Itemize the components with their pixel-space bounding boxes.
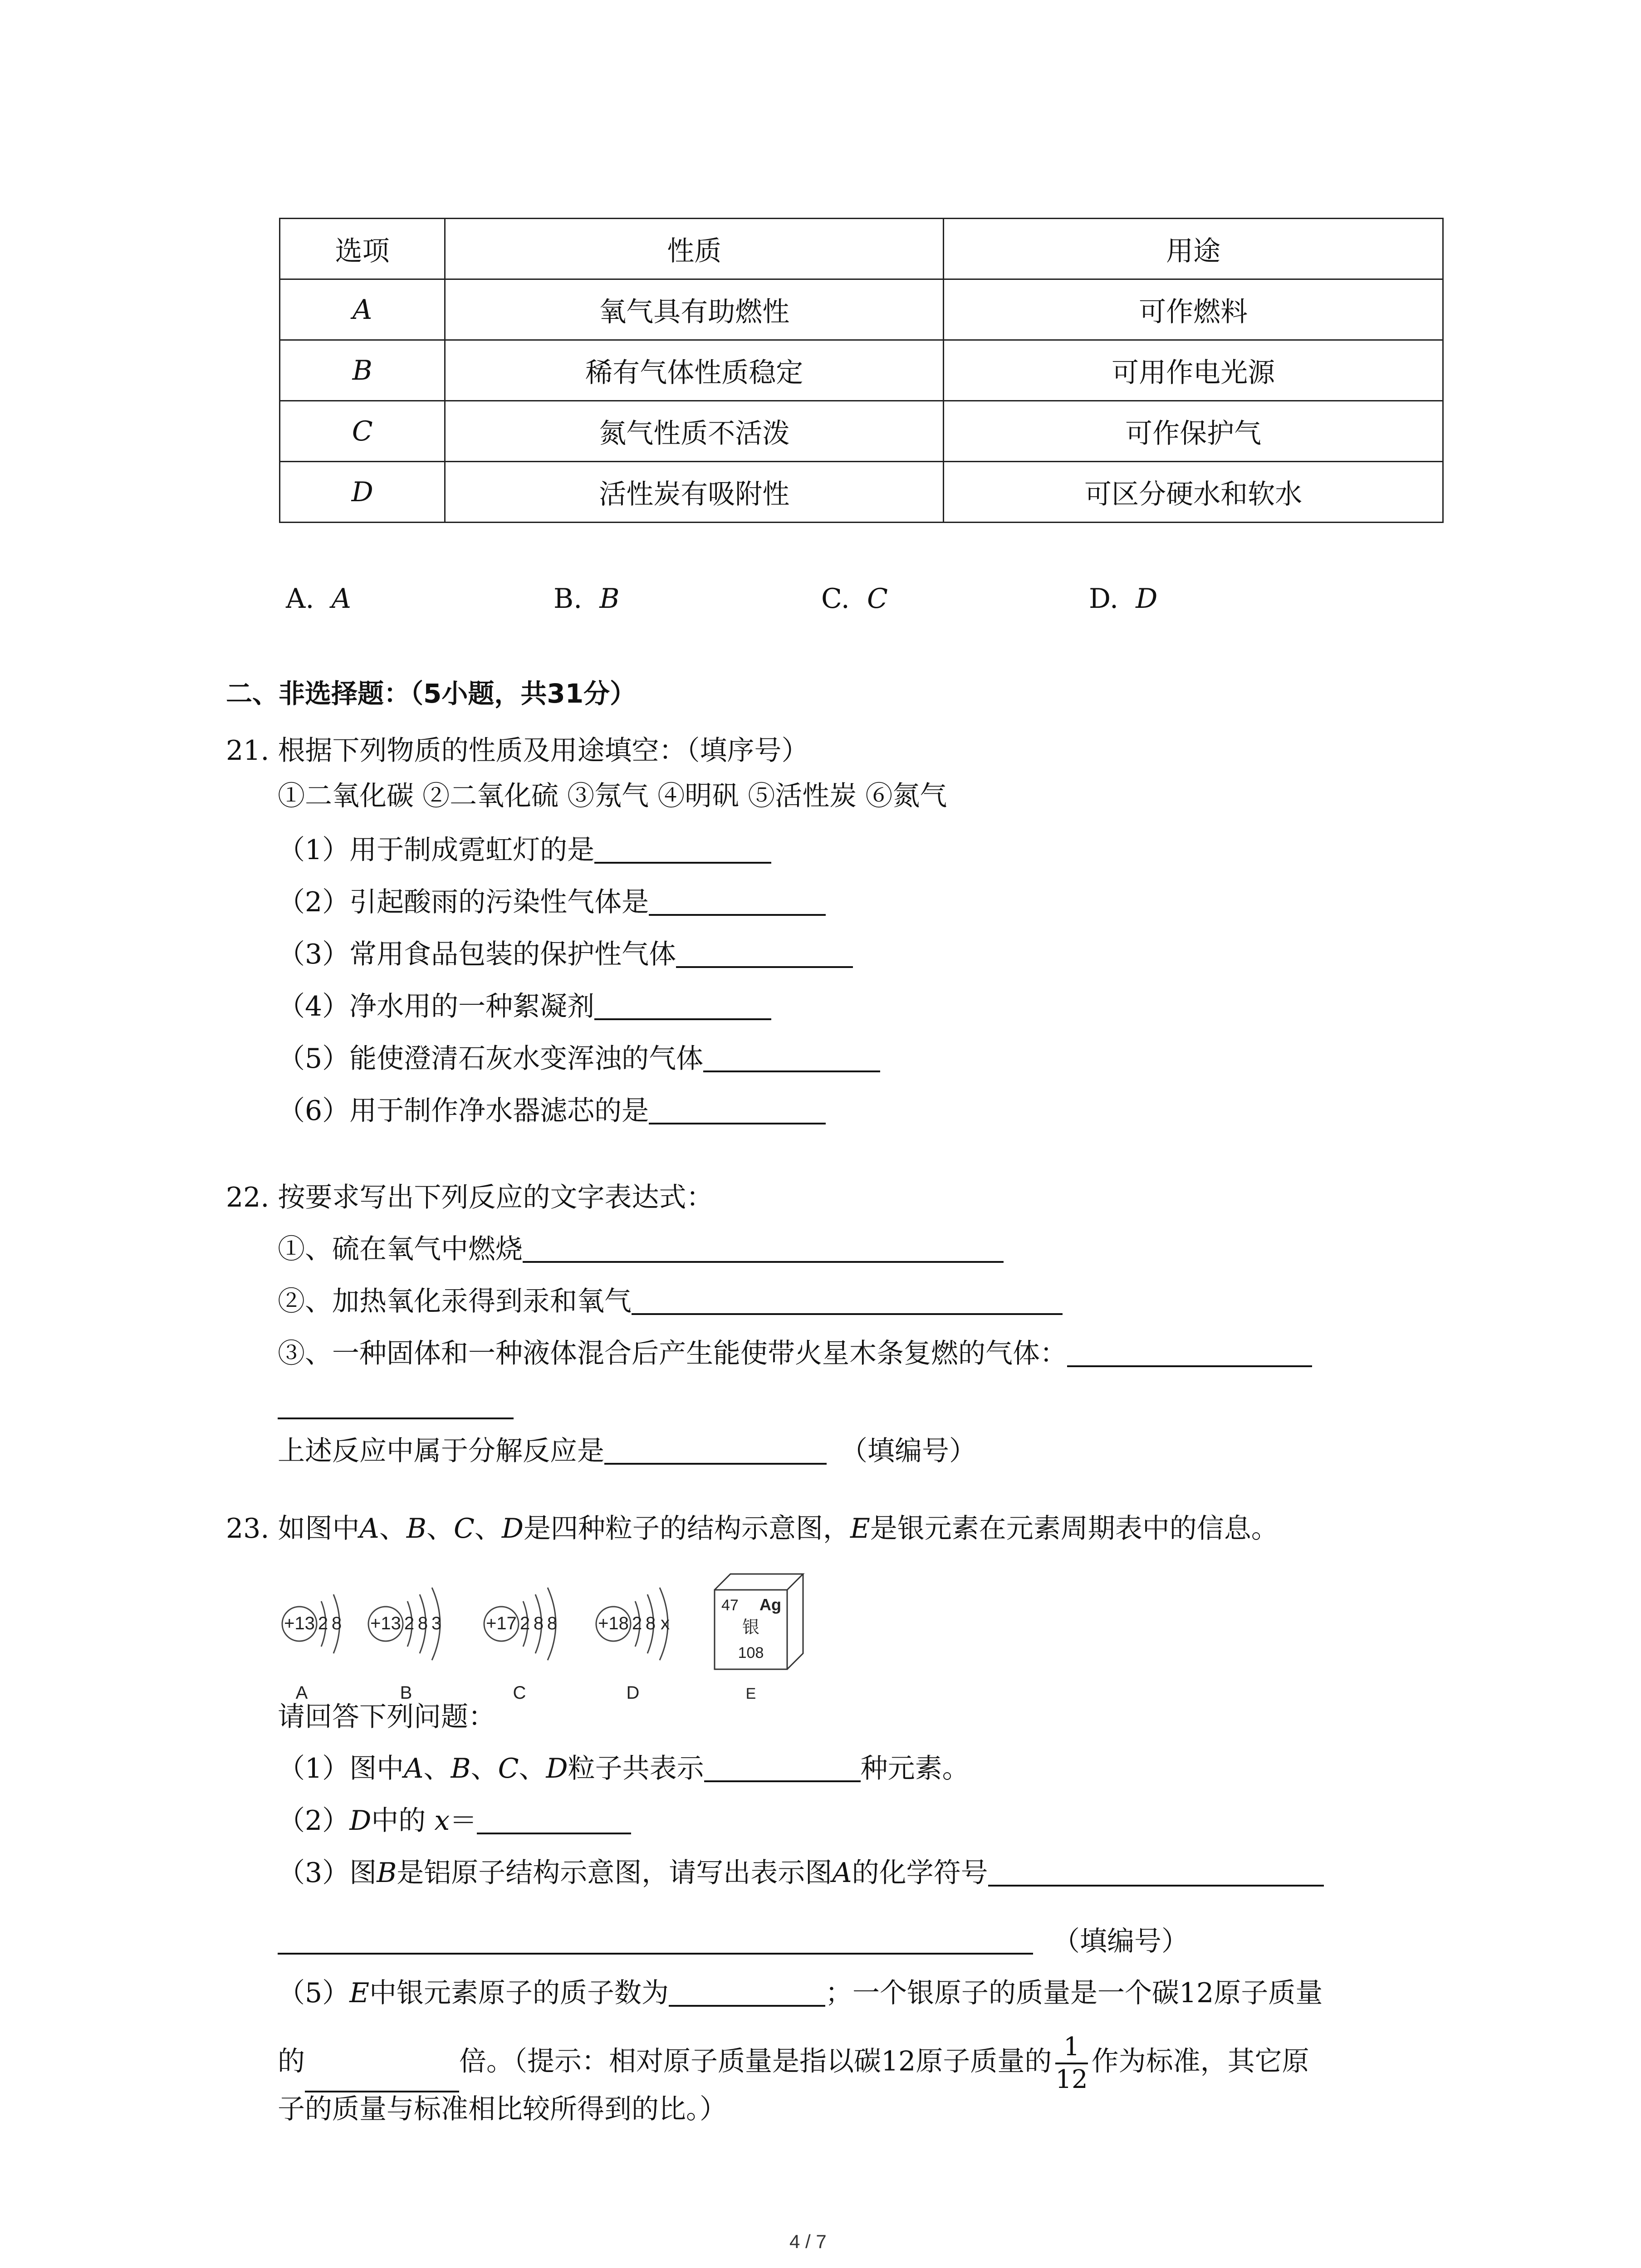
q23-part-3: （3）图B是铝原子结构示意图，请写出表示图A的化学符号 <box>278 1857 1324 1887</box>
nucleus-charge: +13 <box>284 1613 315 1633</box>
answer-blank-continued[interactable] <box>278 1926 1033 1955</box>
table-row <box>280 279 1443 340</box>
row-option: B <box>280 340 445 401</box>
q23-prompt: 请回答下列问题： <box>278 1701 495 1733</box>
q21-stem: 21. 根据下列物质的性质及用途填空：（填序号） <box>226 735 809 767</box>
q21-item-3: （3）常用食品包装的保护性气体 <box>278 939 853 968</box>
answer-blank[interactable] <box>523 1234 1004 1263</box>
answer-blank[interactable] <box>477 1805 631 1834</box>
row-option: D <box>280 462 445 523</box>
q23-part-1: （1）图中A、B、C、D粒子共表示 种元素。 <box>278 1753 970 1784</box>
answer-blank[interactable] <box>305 2063 459 2092</box>
figure-label: D <box>626 1683 640 1703</box>
options-table <box>279 218 1444 523</box>
row-property: 稀有气体性质稳定 <box>445 340 944 401</box>
q22-item-2: ②、加热氧化汞得到汞和氧气 <box>278 1286 1063 1315</box>
figure-label: E <box>745 1685 756 1702</box>
header-use: 用途 <box>944 219 1443 279</box>
row-use: 可作保护气 <box>944 401 1443 462</box>
shell-count: 3 <box>431 1613 442 1633</box>
row-option: A <box>280 279 445 340</box>
answer-blank[interactable] <box>703 1043 880 1072</box>
shell-count: 2 <box>632 1613 642 1633</box>
shell-count: x <box>661 1613 670 1633</box>
nucleus-charge: +17 <box>486 1613 517 1633</box>
table-row <box>280 340 1443 401</box>
shell-count: 8 <box>533 1613 544 1633</box>
row-use: 可区分硬水和软水 <box>944 462 1443 523</box>
shell-count: 2 <box>318 1613 328 1633</box>
fraction: $\frac{1}{12}$ <box>1055 2032 1088 2094</box>
q21-materials: ①二氧化碳 ②二氧化硫 ③氖气 ④明矾 ⑤活性炭 ⑥氮气 <box>278 780 947 812</box>
row-property: 氮气性质不活泼 <box>445 401 944 462</box>
q21-item-5: （5）能使澄清石灰水变浑浊的气体 <box>278 1043 880 1072</box>
shell-count: 8 <box>331 1613 342 1633</box>
q23-part-5: （5）E中银元素原子的质子数为 ；一个银原子的质量是一个碳12原子质量 <box>278 1977 1323 2009</box>
q23-stem: 23. 如图中A、B、C、D是四种粒子的结构示意图，E是银元素在元素周期表中的信息。 <box>226 1513 1279 1545</box>
answer-blank[interactable] <box>649 1095 826 1124</box>
page-number: 4 / 7 <box>789 2231 827 2252</box>
q22-stem: 22. 按要求写出下列反应的文字表达式： <box>226 1182 714 1213</box>
q23-part-3-suffix: （填编号） <box>1053 1926 1189 1957</box>
answer-blank[interactable] <box>594 991 771 1020</box>
shell-count: 2 <box>404 1613 415 1633</box>
row-property: 氧气具有助燃性 <box>445 279 944 340</box>
nucleus-charge: +18 <box>598 1613 629 1633</box>
q21-item-1: （1）用于制成霓虹灯的是 <box>278 835 771 864</box>
shell-count: 8 <box>645 1613 656 1633</box>
q23-part-5-line-3: 子的质量与标准相比较所得到的比。） <box>278 2093 727 2125</box>
q22-decomposition: 上述反应中属于分解反应是 （填编号） <box>278 1435 976 1467</box>
q23-part-2: （2）D中的 x＝ <box>278 1805 631 1834</box>
atomic-mass: 108 <box>738 1644 764 1662</box>
shell-count: 8 <box>417 1613 428 1633</box>
element-name: 银 <box>742 1618 760 1637</box>
answer-blank[interactable] <box>649 887 826 916</box>
shell-count: 2 <box>519 1613 530 1633</box>
atomic-number: 47 <box>721 1597 739 1614</box>
choice-c[interactable]: C. C <box>821 583 888 615</box>
figure-label: C <box>513 1683 526 1703</box>
q21-item-6: （6）用于制作净水器滤芯的是 <box>278 1095 826 1124</box>
nucleus-charge: +13 <box>370 1613 401 1633</box>
answer-blank[interactable] <box>594 835 771 864</box>
row-option: C <box>280 401 445 462</box>
figure-label: B <box>400 1683 412 1703</box>
q21-item-2: （2）引起酸雨的污染性气体是 <box>278 887 826 916</box>
section-title: 二、非选择题：（5小题，共31分） <box>226 678 637 709</box>
choice-d[interactable]: D. D <box>1089 583 1158 615</box>
header-property: 性质 <box>445 219 944 279</box>
answer-blank[interactable] <box>676 939 853 968</box>
answer-blank[interactable] <box>604 1436 827 1465</box>
answer-blank[interactable] <box>632 1286 1063 1315</box>
header-option: 选项 <box>280 219 445 279</box>
row-use: 可作燃料 <box>944 279 1443 340</box>
q23-part-5-line-2: 的 倍。（提示：相对原子质量是指以碳12原子质量的 $\frac{1}{12}$ 作为标准，其它原 <box>278 2032 1309 2094</box>
q22-item-1: ①、硫在氧气中燃烧 <box>278 1234 1004 1263</box>
atom-structure-figure <box>272 1567 862 1712</box>
q22-item-3: ③、一种固体和一种液体混合后产生能使带火星木条复燃的气体： <box>278 1338 1312 1367</box>
answer-blank[interactable] <box>1067 1338 1312 1367</box>
figure-label: A <box>295 1683 308 1703</box>
row-property: 活性炭有吸附性 <box>445 462 944 523</box>
table-header-row <box>280 219 1443 279</box>
row-use: 可用作电光源 <box>944 340 1443 401</box>
shell-count: 8 <box>547 1613 558 1633</box>
answer-blank[interactable] <box>704 1753 861 1782</box>
choice-a[interactable]: A. A <box>286 583 351 615</box>
element-symbol: Ag <box>759 1595 781 1614</box>
q21-item-4: （4）净水用的一种絮凝剂 <box>278 991 771 1020</box>
table-row <box>280 401 1443 462</box>
choice-b[interactable]: B. B <box>554 583 620 615</box>
answer-blank[interactable] <box>669 1978 825 2007</box>
answer-blank-continued[interactable] <box>278 1390 514 1419</box>
table-row <box>280 462 1443 523</box>
answer-blank[interactable] <box>988 1857 1324 1887</box>
